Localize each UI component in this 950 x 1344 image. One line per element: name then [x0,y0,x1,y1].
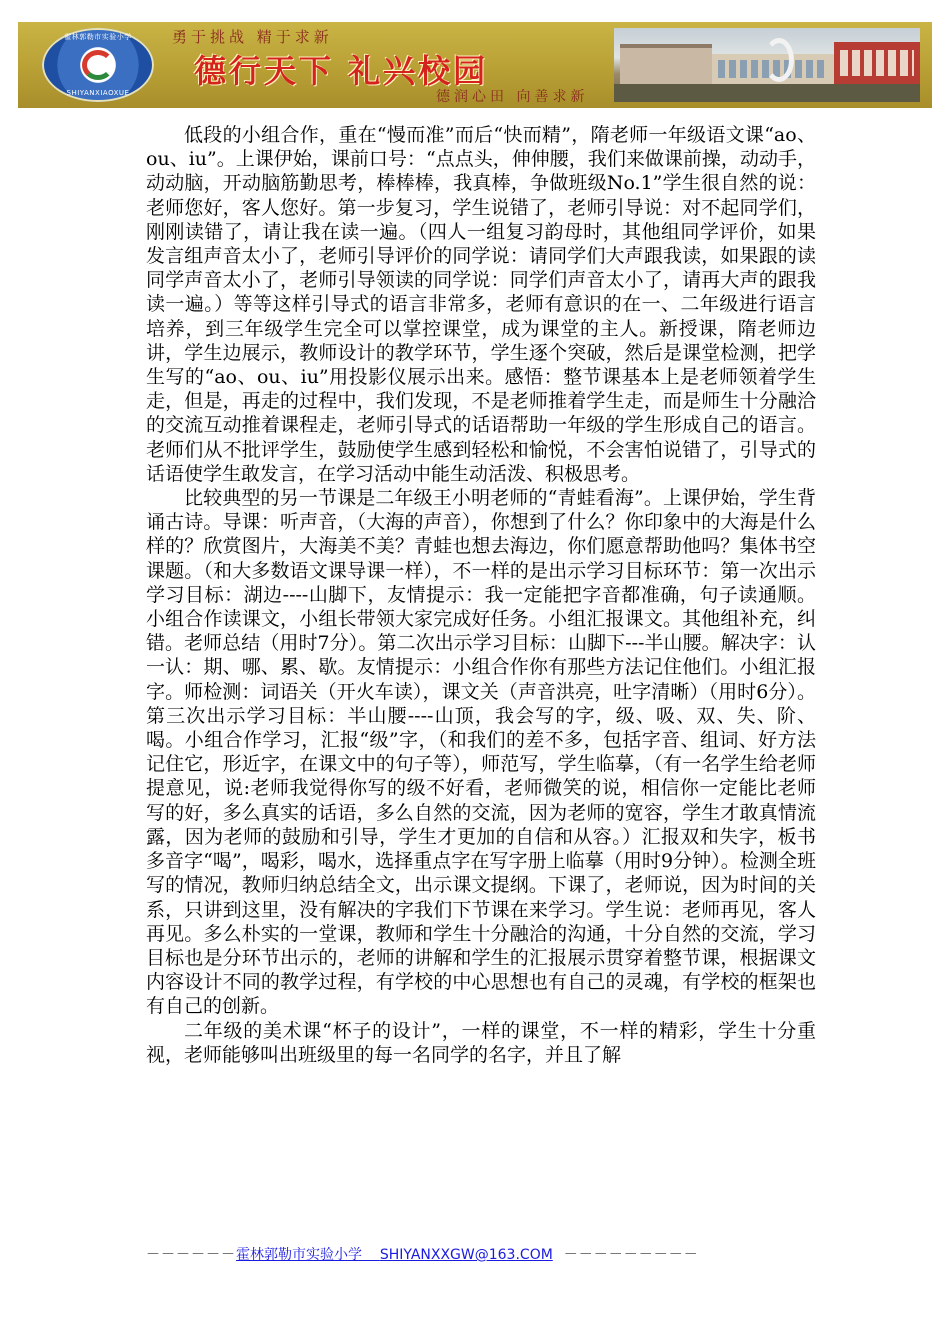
paragraph-3: 二年级的美术课“杯子的设计”，一样的课堂，不一样的精彩，学生十分重视，老师能够叫出班级里的每一名同学的名字，并且了解 [146,1019,816,1066]
logo-swirl-icon [82,50,114,80]
school-logo [42,28,154,102]
footer-gap [553,1247,564,1263]
footer-email-link[interactable]: SHIYANXXGW@163.COM [379,1247,553,1263]
motto-top: 勇于挑战 精于求新 [172,28,333,46]
footer-dashes-right: －－－－－－－－－ [563,1247,699,1263]
photo-building-left [620,48,712,86]
logo-ring-text-top: 霍林郭勒市实验小学 [64,33,132,41]
article-body [146,123,816,1067]
campus-photo [614,28,920,102]
banner-title: 德行天下 礼兴校园 [194,52,489,90]
paragraph-1: 低段的小组合作，重在“慢而准”而后“快而精”，隋老师一年级语文课“ao、ou、iu”。上课伊始，课前口号：“点点头，伸伸腰，我们来做课前操，动动手，动动脑，开动脑筋勤思考，棒棒棒，我真棒，争做班级No.1”学生很自然的说：老师您好，客人您好。第一步复习，学生说错了，老师引导说：对不起同学们，刚刚读错了，请让我在读一遍。（四人一组复习韵母时，其他组同学评价，如果发言组声音太小了，老师引导评价的同学说：请同学们大声跟我读，如果跟的读同学声音太小了，老师引导领读的同学说：同学们声音太小了，请再大声的跟我读一遍。）等等这样引导式的语言非常多，老师有意识的在一、二年级进行语言培养，到三年级学生完全可以掌控课堂，成为课堂的主人。新授课，隋老师边讲，学生边展示，教师设计的教学环节，学生逐个突破，然后是课堂检测，把学生写的“ao、ou、iu”用投影仪展示出来。感悟：整节课基本上是老师领着学生走，但是，再走的过程中，我们发现，不是老师推着学生走，而是师生十分融洽的交流互动推着课程走，老师引导式的话语帮助一年级的学生形成自己的语言。老师们从不批评学生，鼓励使学生感到轻松和愉悦，不会害怕说错了，引导式的话语使学生敢发言，在学习活动中能生动活泼、积极思考。 [146,124,816,485]
motto-bottom: 德润心田 向善求新 [436,89,589,105]
footer-dashes-left: －－－－－－ [146,1247,236,1263]
header-banner [18,22,932,108]
photo-building-right-windows [840,50,914,76]
logo-ring-text-bottom: SHIYANXIAOXUE [66,89,130,97]
photo-ground [614,84,920,102]
paragraph-2: 比较典型的另一节课是二年级王小明老师的“青蛙看海”。上课伊始，学生背诵古诗。导课：听声音，（大海的声音），你想到了什么？你印象中的大海是什么样的？欣赏图片，大海美不美？青蛙也想去海边，你们愿意帮助他吗？集体书空课题。（和大多数语文课导课一样），不一样的是出示学习目标环节：第一次出示学习目标：湖边----山脚下，友情提示：我一定能把字音都准确，句子读通顺。小组合作读课文，小组长带领大家完成好任务。小组汇报课文。其他组补充，纠错。老师总结（用时7分）。第二次出示学习目标：山脚下---半山腰。解决字：认一认：期、哪、累、歇。友情提示：小组合作你有那些方法记住他们。小组汇报字。师检测：词语关（开火车读），课文关（声音洪亮，吐字清晰）（用时6分）。第三次出示学习目标：半山腰----山顶，我会写的字，级、吸、双、失、阶、喝。小组合作学习，汇报“级”字，（和我们的差不多，包括字音、组词、好方法记住它，形近字，在课文中的句子等），师范写，学生临摹，（有一名学生给老师提意见，说:老师我觉得你写的级不好看，老师微笑的说，相信你一定能比老师写的好，多么真实的话语，多么自然的交流，因为老师的宽容，学生才敢真情流露，因为老师的鼓励和引导，学生才更加的自信和从容。）汇报双和失字，板书多音字“喝”，喝彩，喝水，选择重点字在写字册上临摹（用时9分钟）。检测全班写的情况，教师归纳总结全文，出示课文提纲。下课了，老师说，因为时间的关系，只讲到这里，没有解决的字我们下节课在来学习。学生说：老师再见，客人再见。多么朴实的一堂课，教师和学生十分融洽的沟通，十分自然的交流，学习目标也是分环节出示的，老师的讲解和学生的汇报展示贯穿着整节课，根据课文内容设计不同的教学过程，有学校的中心思想也有自己的灵魂，有学校的框架也有自己的创新。 [146,487,816,1018]
footer-school-link[interactable]: 霍林郭勒市实验小学 [236,1247,362,1263]
page-footer [146,1244,816,1266]
footer-spacer [362,1247,380,1263]
photo-sculpture [764,38,794,82]
